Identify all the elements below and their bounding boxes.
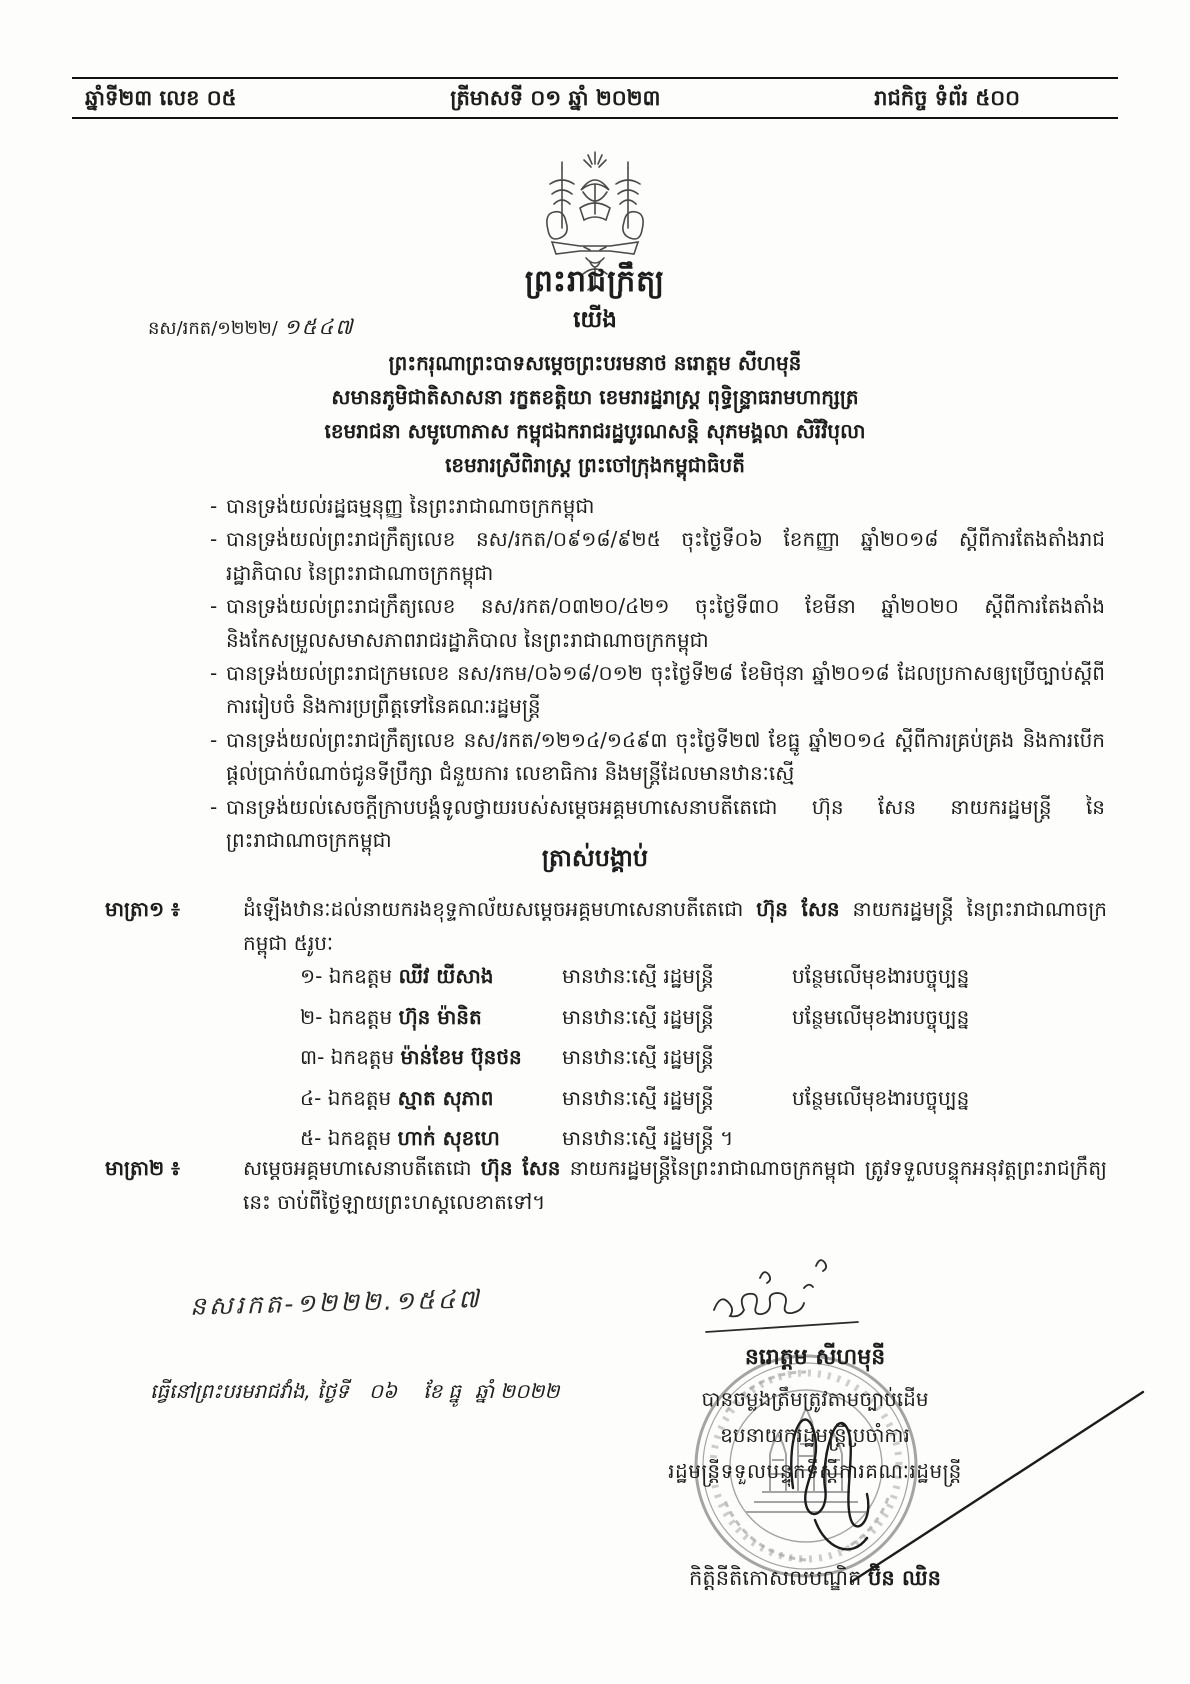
appointee-name: ម៉ាន់ខែម ប៊ុនថន	[400, 1045, 522, 1069]
date-month-label: ខែ	[423, 1379, 443, 1403]
date-year-label: ឆ្នាំ	[474, 1379, 494, 1403]
appointee-row	[300, 956, 1110, 997]
appointee-honorific: ឯកឧត្តម	[328, 964, 393, 988]
gazette-page-number: រាជកិច្ច ទំព័រ ៥០០	[874, 86, 1020, 110]
article-2	[105, 1152, 1107, 1219]
countersigner-title: កិត្តិនីតិកោសលបណ្ឌិត	[689, 1566, 862, 1590]
clause-dash: -	[210, 594, 218, 619]
appointee-number: ៤-	[300, 1085, 322, 1110]
royal-we-word: យើង	[573, 307, 617, 333]
reference-number-printed: នស/រកត/១២២២/	[148, 318, 278, 339]
gazette-year-issue: ឆ្នាំទី២៣ លេខ ០៥	[85, 86, 237, 110]
clause-dash: -	[210, 527, 218, 552]
appointee-note: បន្ថែមលើមុខងារបច្ចុប្បន្ន	[792, 964, 970, 988]
clause-dash: -	[210, 794, 218, 819]
countersigner-name: ប៊ិន ឈិន	[868, 1566, 941, 1590]
countersignature-script	[755, 1370, 1155, 1609]
preamble-clause	[210, 523, 1105, 590]
clause-text: បានទ្រង់យល់រដ្ឋធម្មនុញ្ញ នៃព្រះរាជាណាចក្រកម្ពុជា	[226, 494, 595, 518]
clause-dash: -	[210, 494, 218, 518]
royal-titles-block	[0, 346, 1190, 482]
date-month: ធ្នូ	[448, 1379, 461, 1403]
appointee-name-cell	[300, 956, 562, 997]
document-title: ព្រះរាជក្រឹត្យ	[524, 264, 666, 299]
place-date-line	[150, 1378, 566, 1408]
clause-text: បានទ្រង់យល់ព្រះរាជក្រឹត្យលេខ នស/រកត/០៣២០/៤២១ ចុះថ្ងៃទី៣០ ខែមីនា ឆ្នាំ២០២០ ស្តីពីការតែងតាំង និងកែសម្រួលសមាសភាពរាជរដ្ឋាភិបាល នៃព្រះរាជាណាចក្រកម្ពុជា	[226, 594, 1105, 652]
preamble-clause	[210, 490, 1105, 523]
appointee-row	[300, 997, 1110, 1038]
gazette-header	[85, 83, 1020, 113]
article-2-text-before: សម្តេចអគ្គមហាសេនាបតីតេជោ	[243, 1156, 481, 1180]
deputy-pm-line: ឧបនាយករដ្ឋមន្ត្រីប្រចាំការ	[720, 1423, 910, 1447]
king-printed-name: នរោត្តម សីហមុនី	[744, 1345, 886, 1370]
date-day: ០៦	[368, 1379, 398, 1403]
appointee-honorific: ឯកឧត្តម	[327, 1126, 392, 1150]
clause-text: បានទ្រង់យល់ព្រះរាជក្រមលេខ នស/រកម/០៦១៨/០១២ ចុះថ្ងៃទី២៨ ខែមិថុនា ឆ្នាំ២០១៨ ដែលប្រកាសឲ្យប្រើច្បាប់ស្តីពីការរៀបចំ និងការប្រព្រឹត្តទៅនៃគណៈរដ្ឋមន្ត្រី	[226, 661, 1105, 719]
appointee-rank: មានឋានៈស្មើ រដ្ឋមន្ត្រី	[562, 964, 714, 988]
appointee-list	[300, 956, 1110, 1159]
royal-title-line: សមានភូមិជាតិសាសនា រក្ខតខត្តិយា ខេមរារដ្ឋរាស្ត្រ ពុទ្ធិន្ទ្រាធរាមហាក្សត្រ	[331, 385, 859, 409]
clause-dash: -	[210, 727, 218, 752]
appointee-honorific: ឯកឧត្តម	[330, 1045, 395, 1069]
appointee-number: ២-	[300, 1004, 323, 1029]
royal-title-line: ខេមរារស្រីពិរាស្ត្រ ព្រះចៅក្រុងកម្ពុជាធិបតី	[445, 453, 745, 477]
appointee-name-cell	[300, 1078, 562, 1119]
appointee-rank: មានឋានៈស្មើ រដ្ឋមន្ត្រី	[562, 1085, 714, 1110]
appointee-rank: មានឋានៈស្មើ រដ្ឋមន្ត្រី	[562, 1045, 714, 1069]
appointee-rank: មានឋានៈស្មើ រដ្ឋមន្ត្រី ។	[562, 1126, 734, 1150]
appointee-name: ហ៊ុន ម៉ានិត	[398, 1004, 482, 1029]
article-1-text	[243, 893, 1107, 960]
article-1-text-after: នាយករដ្ឋមន្ត្រី នៃព្រះរាជាណាចក្រកម្ពុជា ៥រូបៈ	[243, 897, 1107, 955]
appointee-name-cell	[300, 997, 562, 1038]
royal-title-line: ខេមរាជនា សមូហោភាស កម្ពុជឯករាជរដ្ឋបូរណសន្តិ សុភមង្គលា សិរីវិបុលា	[324, 419, 866, 443]
preamble-clause	[210, 724, 1105, 791]
king-signature-script	[700, 1248, 890, 1347]
article-1-text-before: ដំឡើងឋានៈដល់នាយករងខុទ្ទកាល័យសម្តេចអគ្គមហាសេនាបតីតេជោ	[243, 897, 757, 921]
article-1-label: មាត្រា១ ៖	[105, 897, 180, 921]
clause-dash: -	[210, 661, 218, 686]
appointee-honorific: ឯកឧត្តម	[328, 1004, 393, 1029]
appointee-name: ស្មាត សុភាព	[397, 1085, 494, 1110]
appointee-note: បន្ថែមលើមុខងារបច្ចុប្បន្ន	[792, 1085, 970, 1110]
clause-text: បានទ្រង់យល់ព្រះរាជក្រឹត្យលេខ នស/រកត/១២១៤/១៤៩៣ ចុះថ្ងៃទី២៧ ខែធ្នូ ឆ្នាំ២០១៤ ស្តីពីការគ្រប់គ្រង និងការបើកផ្តល់ប្រាក់បំណាច់ជូនទីប្រឹក្សា ជំនួយការ លេខាធិការ និងមន្ត្រីដែលមានឋានៈស្មើ	[226, 727, 1105, 786]
appointee-honorific: ឯកឧត្តម	[327, 1085, 392, 1110]
pm-name-bold: ហ៊ុន សែន	[756, 897, 840, 921]
reference-number-handwritten: ១៥៤៧	[283, 315, 355, 339]
clause-text: បានទ្រង់យល់ព្រះរាជក្រឹត្យលេខ នស/រកត/០៩១៨/៩២៥ ចុះថ្ងៃទី០៦ ខែកញ្ញា ឆ្នាំ២០១៨ ស្តីពីការតែងតាំងរាជរដ្ឋាភិបាល នៃព្រះរាជាណាចក្រកម្ពុជា	[226, 527, 1105, 585]
order-heading: ត្រាស់បង្គាប់	[541, 844, 649, 872]
clause-text: បានទ្រង់យល់សេចក្តីក្រាបបង្គំទូលថ្វាយរបស់សម្តេចអគ្គមហាសេនាបតីតេជោ ហ៊ុន សែន នាយករដ្ឋមន្ត្រី នៃព្រះរាជាណាចក្រកម្ពុជា	[226, 794, 1105, 853]
appointee-name: ឈីវ យីសាង	[398, 964, 494, 988]
preamble-clause	[210, 590, 1105, 657]
appointee-row	[300, 1078, 1110, 1119]
certified-true-copy-line: បានចម្លងត្រឹមត្រូវតាមច្បាប់ដើម	[701, 1387, 929, 1411]
preamble-clauses	[210, 490, 1105, 857]
appointee-row	[300, 1037, 1110, 1078]
appointee-number: ៥-	[300, 1126, 322, 1150]
appointee-rank: មានឋានៈស្មើ រដ្ឋមន្ត្រី	[562, 1004, 714, 1029]
minister-in-charge-line: រដ្ឋមន្ត្រីទទួលបន្ទុកទីស្តីការគណៈរដ្ឋមន្ត្រី	[668, 1459, 962, 1483]
appointee-note	[792, 1037, 1110, 1078]
article-1	[105, 893, 1107, 960]
handwritten-archive-note: នសរកត-១២២២.១៥៤៧	[189, 1284, 483, 1321]
pm-name-bold: ហ៊ុន សែន	[480, 1156, 561, 1180]
appointee-number: ១-	[300, 964, 323, 988]
header-rule-top	[72, 77, 1118, 79]
appointee-name-cell	[300, 1037, 562, 1078]
date-year: ២០២២	[499, 1379, 560, 1403]
article-2-label: មាត្រា២ ៖	[105, 1156, 180, 1180]
royal-title-line: ព្រះករុណាព្រះបាទសម្តេចព្រះបរមនាថ នរោត្តម សីហមុនី	[388, 351, 802, 375]
article-2-text	[243, 1152, 1107, 1219]
appointee-number: ៣-	[300, 1045, 325, 1069]
article-2-text-after: នាយករដ្ឋមន្ត្រីនៃព្រះរាជាណាចក្រកម្ពុជា ត្រូវទទួលបន្ទុកអនុវត្តព្រះរាជក្រឹត្យនេះ ចាប់ពីថ្ងៃឡាយព្រះហស្តលេខាតទៅ។	[243, 1156, 1107, 1214]
appointee-note: បន្ថែមលើមុខងារបច្ចុប្បន្ន	[792, 1004, 970, 1029]
appointee-name: ហាក់ សុខហេ	[397, 1126, 500, 1150]
preamble-clause	[210, 657, 1105, 724]
gazette-quarter: ត្រីមាសទី ០១ ឆ្នាំ ២០២៣	[450, 86, 661, 110]
date-prefix: ធ្វើនៅព្រះបរមរាជវាំង, ថ្ងៃទី	[150, 1379, 349, 1403]
header-rule-bottom	[72, 117, 1118, 119]
